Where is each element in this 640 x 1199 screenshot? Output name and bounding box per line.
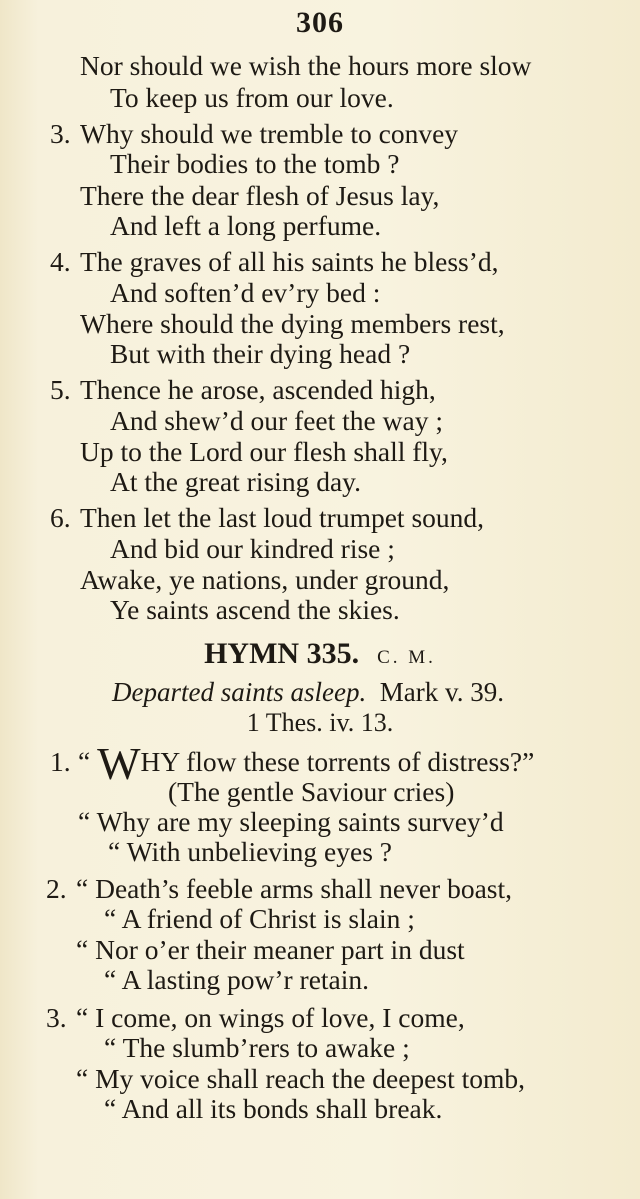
verse-number: 1. — [50, 746, 71, 777]
verse-line: Then let the last loud trumpet sound, — [80, 502, 485, 533]
verse-line: At the great rising day. — [110, 466, 361, 497]
hymn-heading — [0, 636, 640, 676]
verse-line: “ And all its bonds shall break. — [104, 1093, 443, 1124]
drop-cap: W — [97, 738, 141, 789]
verse-line: Why should we tremble to convey — [80, 118, 459, 149]
verse-number: 6. — [50, 502, 71, 533]
verse-line: Up to the Lord our flesh shall fly, — [80, 436, 448, 467]
verse-line: And soften’d ev’ry bed : — [110, 277, 381, 308]
verse-line: “ Why are my sleeping saints survey’d — [78, 806, 504, 837]
verse-line: Ye saints ascend the skies. — [110, 594, 400, 625]
open-quote: “ — [78, 746, 91, 777]
verse-line: “ Death’s feeble arms shall never boast, — [76, 873, 513, 904]
verse-line: And left a long perfume. — [110, 210, 382, 241]
hymn-meter: C. M. — [377, 647, 436, 668]
page-number: 306 — [296, 6, 344, 39]
verse-number: 3. — [50, 118, 71, 149]
verse-number: 2. — [46, 873, 67, 904]
verse-line: “ I come, on wings of love, I come, — [76, 1002, 465, 1033]
verse-line: Awake, ye nations, under ground, — [80, 564, 450, 595]
verse-number: 5. — [50, 374, 71, 405]
verse-number: 4. — [50, 246, 71, 277]
scripture-reference: Mark v. 39. — [379, 677, 504, 707]
verse-line-first — [78, 738, 535, 789]
verse-line: There the dear flesh of Jesus lay, — [80, 180, 440, 211]
verse-line: But with their dying head ? — [110, 338, 411, 369]
verse-line: “ With unbelieving eyes ? — [108, 836, 392, 867]
verse-line: “ My voice shall reach the deepest tomb, — [76, 1063, 526, 1094]
scripture-reference-2: 1 Thes. iv. 13. — [246, 708, 394, 737]
verse-line: Where should the dying members rest, — [80, 308, 505, 339]
verse-line: And bid our kindred rise ; — [110, 533, 395, 564]
verse-line: “ Nor o’er their meaner part in dust — [76, 934, 465, 965]
verse-line: “ The slumb’rers to awake ; — [104, 1032, 410, 1063]
verse-line: Thence he arose, ascended high, — [80, 374, 436, 405]
verse-line-rest: HY flow these torrents of distress?” — [140, 746, 535, 777]
verse-line: The graves of all his saints he bless’d, — [80, 246, 499, 277]
verse-line: Their bodies to the tomb ? — [110, 148, 400, 179]
verse-line: Nor should we wish the hours more slow — [80, 50, 532, 81]
verse-line: And shew’d our feet the way ; — [110, 405, 443, 436]
verse-line: To keep us from our love. — [110, 82, 394, 113]
hymn-subject: Departed saints asleep. — [112, 677, 367, 707]
verse-line: (The gentle Saviour cries) — [168, 776, 455, 807]
hymn-subject-line — [112, 676, 504, 708]
hymn-title: HYMN 335. — [204, 637, 360, 670]
verse-number: 3. — [46, 1002, 67, 1033]
verse-line: “ A lasting pow’r retain. — [104, 964, 370, 995]
verse-line: “ A friend of Christ is slain ; — [104, 903, 415, 934]
